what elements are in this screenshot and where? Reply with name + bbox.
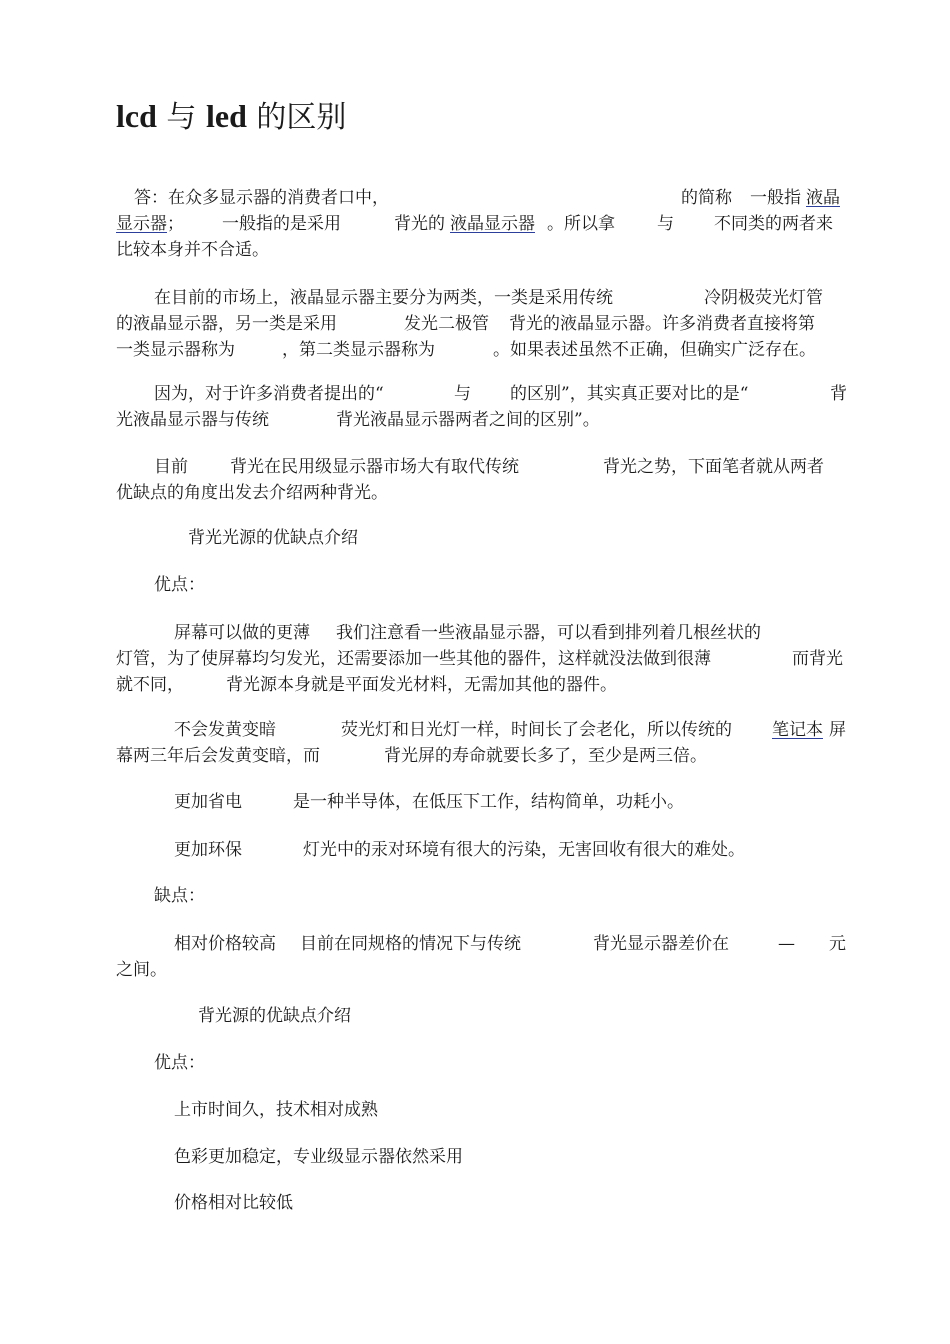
para1-line1 xyxy=(116,185,848,211)
text: 而背光 xyxy=(792,649,843,669)
text: 缺点： xyxy=(154,886,205,906)
text: 背光液晶显示器两者之间的区别”。 xyxy=(336,410,600,430)
text: 不同类的两者来 xyxy=(714,214,833,234)
text: 。所以拿 xyxy=(547,214,615,234)
text: 发光二极管 xyxy=(404,314,489,334)
text: 上市时间久，技术相对成熟 xyxy=(174,1100,378,1120)
text: 我们注意看一些液晶显示器，可以看到排列着几根丝状的 xyxy=(336,623,761,643)
text: 背光的 xyxy=(394,214,445,234)
para1-line3 xyxy=(116,237,848,263)
section-heading-1 xyxy=(116,525,848,551)
text: 背光源本身就是平面发光材料，无需加其他的器件。 xyxy=(226,675,617,695)
title-lcd: lcd xyxy=(116,98,157,134)
para3-line2 xyxy=(116,407,848,433)
para1-line2 xyxy=(116,211,848,237)
text: 荧光灯和日光灯一样，时间长了会老化，所以传统的 xyxy=(341,720,732,740)
para4-line2 xyxy=(116,480,848,506)
text: 之间。 xyxy=(116,960,167,980)
title-conjunction: 与 xyxy=(156,100,206,135)
text: ，第二类显示器称为 xyxy=(282,340,435,360)
text: 屏幕可以做的更薄 xyxy=(174,623,310,643)
text: 幕两三年后会发黄变暗，而 xyxy=(116,746,320,766)
text: 的区别”，其实真正要对比的是“ xyxy=(510,384,749,404)
text: 更加省电 xyxy=(174,792,242,812)
pros-label-1 xyxy=(116,572,848,598)
text: 更加环保 xyxy=(174,840,242,860)
item2-line1 xyxy=(116,717,848,743)
text: 冷阴极荧光灯管 xyxy=(704,288,823,308)
text: 的液晶显示器，另一类是采用 xyxy=(116,314,337,334)
text: 。如果表述虽然不正确，但确实广泛存在。 xyxy=(493,340,816,360)
text: 背光在民用级显示器市场大有取代传统 xyxy=(230,457,519,477)
link-display[interactable]: 显示器 xyxy=(116,214,167,234)
text: 背光的液晶显示器。许多消费者直接将第 xyxy=(509,314,815,334)
item1-line3 xyxy=(116,672,848,698)
pros2-item xyxy=(116,1144,848,1170)
item1-line2 xyxy=(116,646,848,672)
text: 是一种半导体，在低压下工作，结构简单，功耗小。 xyxy=(293,792,684,812)
item4 xyxy=(116,837,848,863)
text: 光液晶显示器与传统 xyxy=(116,410,269,430)
section-heading-2 xyxy=(116,1003,848,1029)
text: 灯管，为了使屏幕均匀发光，还需要添加一些其他的器件，这样就没法做到很薄 xyxy=(116,649,711,669)
item5-line2 xyxy=(116,957,848,983)
para3-line1 xyxy=(116,381,848,407)
text: 不会发黄变暗 xyxy=(174,720,276,740)
text: 背光之势，下面笔者就从两者 xyxy=(603,457,824,477)
text: 比较本身并不合适。 xyxy=(116,240,269,260)
para2-line2 xyxy=(116,311,848,337)
para4-line1 xyxy=(116,454,848,480)
text: 因为，对于许多消费者提出的“ xyxy=(154,384,384,404)
item2-line2 xyxy=(116,743,848,769)
text: 优点： xyxy=(154,1053,205,1073)
text: 价格相对比较低 xyxy=(174,1193,293,1213)
text: 优缺点的角度出发去介绍两种背光。 xyxy=(116,483,388,503)
text: 就不同， xyxy=(116,675,184,695)
link-lcd-display[interactable]: 液晶显示器 xyxy=(450,214,535,234)
item3 xyxy=(116,789,848,815)
text: 优点： xyxy=(154,575,205,595)
text: 灯光中的汞对环境有很大的污染，无害回收有很大的难处。 xyxy=(303,840,745,860)
text: 一般指的是采用 xyxy=(222,214,341,234)
item5-line1 xyxy=(116,931,848,957)
text: 元 xyxy=(829,934,846,954)
text: 一般指 xyxy=(750,188,801,208)
text: 目前在同规格的情况下与传统 xyxy=(300,934,521,954)
text: 背光屏的寿命就要长多了，至少是两三倍。 xyxy=(384,746,707,766)
text: 答：在众多显示器的消费者口中， xyxy=(134,188,389,208)
document-title xyxy=(116,92,346,142)
title-led: led xyxy=(205,98,247,134)
cons-label-1 xyxy=(116,883,848,909)
text: 目前 xyxy=(154,457,188,477)
pros2-item xyxy=(116,1190,848,1216)
text: 背光显示器差价在 xyxy=(593,934,729,954)
text: 相对价格较高 xyxy=(174,934,276,954)
text: 色彩更加稳定，专业级显示器依然采用 xyxy=(174,1147,463,1167)
text: 屏 xyxy=(829,720,846,740)
pros2-item xyxy=(116,1097,848,1123)
text: 的简称 xyxy=(681,188,732,208)
text: 背光源的优缺点介绍 xyxy=(198,1006,351,1026)
para2-line1 xyxy=(116,285,848,311)
para2-line3 xyxy=(116,337,848,363)
title-suffix: 的区别 xyxy=(246,100,347,135)
text: 背光光源的优缺点介绍 xyxy=(188,528,358,548)
text: 在目前的市场上，液晶显示器主要分为两类，一类是采用传统 xyxy=(154,288,613,308)
text: 与 xyxy=(454,384,471,404)
text: 背 xyxy=(830,384,847,404)
text: 与 xyxy=(657,214,674,234)
text: — xyxy=(778,934,795,954)
pros-label-2 xyxy=(116,1050,848,1076)
item1-line1 xyxy=(116,620,848,646)
text: ； xyxy=(167,214,184,234)
link-liquid-crystal[interactable]: 液晶 xyxy=(806,188,840,208)
text: 一类显示器称为 xyxy=(116,340,235,360)
link-notebook[interactable]: 笔记本 xyxy=(772,720,823,740)
